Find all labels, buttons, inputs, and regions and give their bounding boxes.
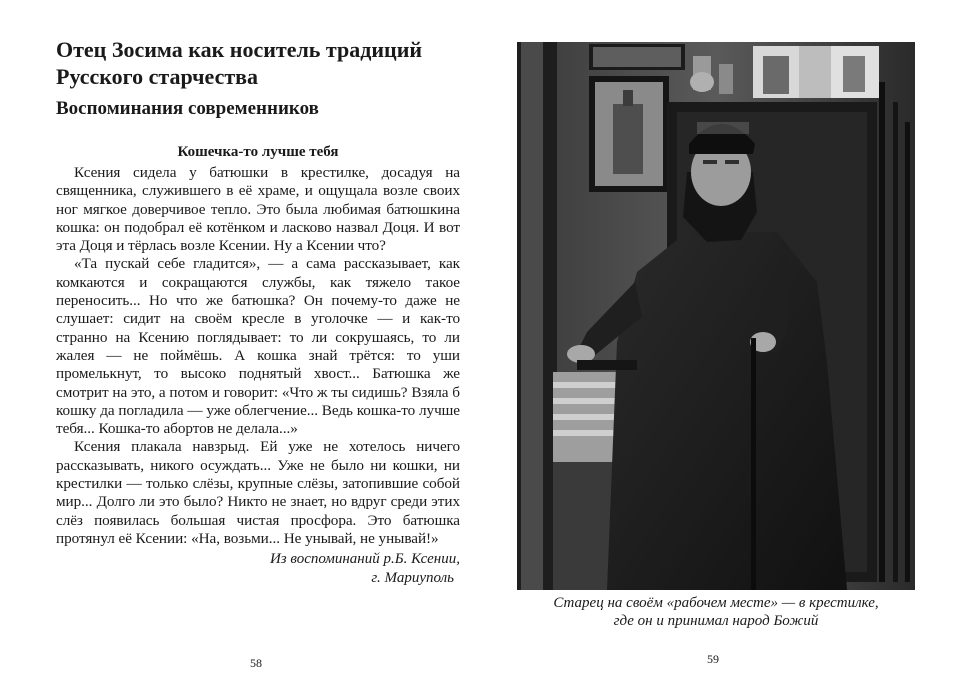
story-title: Кошечка-то лучше тебя	[177, 144, 339, 160]
attribution-source: Из воспоминаний р.Б. Ксении,	[269, 551, 460, 568]
caption-line-2: где он и принимал народ Божий	[613, 613, 819, 629]
chapter-title-line-1: Отец Зосима как носитель традиций	[56, 37, 423, 62]
page-number-right: 59	[707, 652, 719, 666]
attribution-city: г. Мариуполь	[371, 569, 454, 586]
photo-caption	[517, 594, 915, 630]
page-number-left: 58	[250, 656, 262, 670]
chapter-title-line-2: Русского старчества	[56, 64, 259, 89]
chapter-title	[56, 36, 460, 90]
photo-illustration	[517, 42, 915, 590]
left-page	[56, 36, 460, 587]
caption-line-1: Старец на своём «рабочем месте» — в крестилке,	[553, 595, 879, 611]
chapter-subtitle: Воспоминания современников	[56, 98, 319, 119]
paragraph-2: «Та пускай себе гладится», — а сама рассказывает, как комкаются и сокращаются службы, как тяжело такое переносить... Но что же батюшка? Он почему-то даже не слушает: сидит на своём кресле в уголочке — и как-то странно на Ксению поглядывает: то ли сокрушаясь, то ли жалея — не поймёшь. А кошка знай трётся: то уши промелькнут, то высоко поднятый хвост... Батюшка же смотрит на это, а потом и говорит: «Что ж ты сидишь? Взяла б кошку да погладила — уже облегчение... Ведь кошка-то лучше тебя... Кошка-то абортов не делала...»	[56, 255, 460, 438]
photo-elder	[517, 42, 915, 590]
attribution	[56, 550, 460, 587]
paragraph-3: Ксения плакала навзрыд. Ей уже не хотелось ничего рассказывать, никого осуждать... Уже не было ни кошки, ни крестилки — только слёзы, крупные слёзы, затопившие собой мир... Долго ли это было? Никто не знает, но вдруг среди этих слёз появилась большая чистая просфора. Это батюшка протянул её Ксении: «На, возьми... Не унывай, не унывай!»	[56, 438, 460, 547]
paragraph-1: Ксения сидела у батюшки в крестилке, досадуя на священника, служившего в её храме, и ощущала возле своих ног мягкое доверчивое тепло. Это была любимая батюшкина кошка: он подобрал её котёнком и ласково назвал Доця. И вот эта Доця и тёрлась возле Ксении. Ну а Ксении что?	[56, 164, 460, 255]
